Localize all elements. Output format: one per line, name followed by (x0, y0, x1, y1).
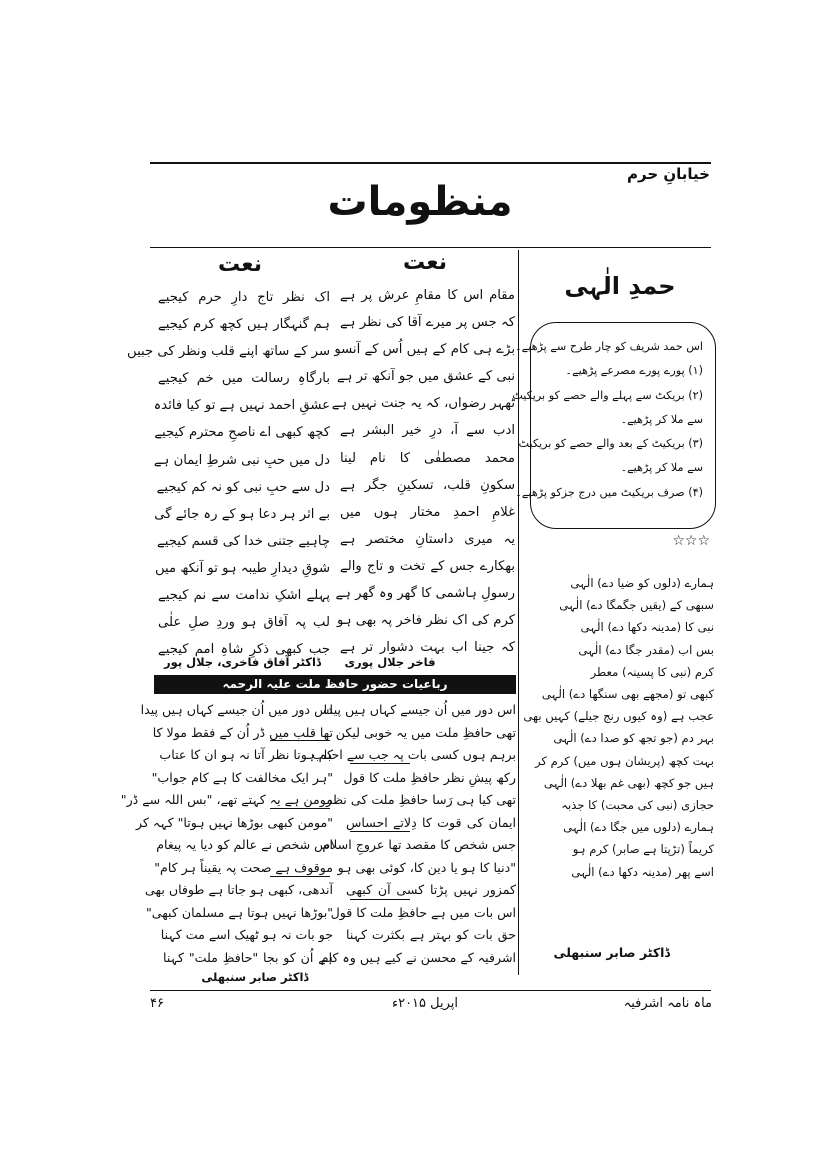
instruction-line: سے ملا کر پڑھیے۔ (620, 412, 703, 426)
verse-line: اسے پھر (مدینہ دکھا دے) الٰہی (571, 864, 714, 879)
verse-line: بہر دم (جو تجھ کو صدا دے) الٰہی (553, 731, 714, 746)
rubaiyat-right-column (311, 699, 516, 969)
footer-magazine: ماہ نامہ اشرفیہ (623, 996, 712, 1011)
naat-left-heading: نعت (218, 252, 262, 277)
verse-line: "دنیا کا ہو یا دین کا، کوئی بھی ہو (337, 859, 516, 875)
instruction-line: سے ملا کر پڑھیے۔ (620, 461, 703, 475)
verse-line: بے اثر ہر دعا ہو کے رہ جائے گی (154, 506, 330, 522)
naat-left-signature: ڈاکٹر آفاق فاخری، جلال پور (163, 655, 322, 669)
hamd-heading: حمدِ الٰہی (564, 272, 676, 300)
rubai-divider (270, 808, 330, 809)
verse-line: کمزور نہیں پڑتا کسی آن کبھی (346, 882, 516, 897)
verse-line: عجب ہے (وہ کیوں رنج جیلے) کہیں بھی (523, 709, 714, 724)
verse-line: بارگاہِ رسالت میں خم کیجیے (158, 371, 330, 387)
verse-line: حق بات کو بہتر ہے بکثرت کہنا (346, 927, 516, 942)
verse-line: سکونِ قلب، تسکینِ جگر ہے (340, 477, 515, 493)
verse-line: کم ہوتا نظر آتا نہ ہو ان کا عتاب (159, 747, 333, 762)
verse-line: اس شخص نے عالم کو دیا یہ پیغام (156, 837, 333, 852)
verse-line: موقوف ہے صحت پہ یقیناً ہر کام" (154, 859, 333, 875)
verse-line: اس دور میں اُن جیسے کہاں ہیں پیدا (323, 702, 516, 717)
instruction-line: (۴) صرف بریکیٹ میں درج جزکو پڑھیے۔ (515, 485, 703, 499)
verse-line: لب پہ آفاق ہو وردِ صلِ علٰی (158, 615, 330, 631)
stars-divider: ☆☆☆ (672, 533, 710, 549)
hamd-instructions-box (512, 322, 716, 529)
verse-line: ہم گنہگار ہیں کچھ کرم کیجیے (158, 317, 330, 333)
verse-line: چاہیے جتنی خدا کی قسم کیجیے (157, 533, 330, 549)
verse-line: "مومن کبھی بوڑھا نہیں ہوتا" کہہ کر (135, 814, 333, 830)
verse-line: بہت کچھ (پریشان ہوں میں) کرم کر (535, 753, 714, 768)
verse-line: محمد مصطفٰی کا نام لینا (340, 450, 515, 466)
verse-line: سر کے ساتھ اپنے قلب ونظر کی جبیں (127, 344, 330, 360)
verse-line: شوقِ دیدارِ طیبہ ہو تو آنکھ میں (155, 560, 330, 576)
verse-line: بس اب (مقدر جگا دے) الٰہی (578, 642, 714, 657)
hamd-signature: ڈاکٹر صابر سنبھلی (553, 945, 670, 960)
verse-line: تھی کیا ہی رَسا حافظِ ملت کی نظر (326, 792, 516, 807)
verse-line: جس شخص کا مقصد تھا عروجِ اسلام (322, 837, 516, 852)
verse-line: کبھی تو (مجھے بھی سنگھا دے) الٰہی (541, 687, 714, 702)
instruction-line: (۳) بریکیٹ کے بعد والے حصے کو بریکیٹ (518, 437, 703, 451)
verse-line: اشرفیہ کے محسن نے کیے ہیں وہ کام (320, 949, 516, 965)
rubai-divider (350, 763, 410, 764)
verse-line: ہیں جو کچھ (بھی غم بھلا دے) الٰہی (543, 775, 714, 790)
verse-line: کرم (نبی کا پسینہ) معطر (590, 664, 714, 679)
rubai-divider (270, 740, 330, 741)
verse-line: "بوڑھا نہیں ہوتا ہے مسلمان کبھی" (145, 904, 333, 920)
verse-line: کریماً (تڑپتا ہے صابر) کرم ہو (572, 842, 714, 857)
verse-line: ادب سے آ، درِ خیر البشر ہے (340, 423, 515, 439)
verse-line: ہمارے (دلوں کو ضیا دے) الٰہی (570, 576, 714, 590)
verse-line: اس بات میں ہے حافظِ ملت کا قول (330, 904, 516, 920)
top-rule (150, 162, 711, 164)
page-title: منظومات (327, 179, 513, 225)
verse-line: "ہر ایک مخالفت کا ہے کام جواب" (151, 769, 333, 785)
verse-line: کہ جس پر میرے آقا کی نظر ہے (340, 315, 515, 331)
verse-line: کچھ کبھی اے ناصحِ محترم کیجیے (154, 425, 330, 441)
section-title: خیابانِ حرم (627, 165, 710, 183)
naat-right-signature: فاخر جلال پوری (344, 655, 436, 669)
verse-line: ایمان کی قوت کا دِلاتے احساس (346, 814, 516, 830)
verse-line: آندھی، کبھی ہو جاتا ہے طوفاں بھی (145, 882, 333, 897)
verse-line: تھی حافظِ ملت میں یہ خوبی لیکن (335, 724, 516, 740)
verse-line: بھکارے جس کے تخت و تاج والے (340, 558, 515, 574)
verse-line: نبی کے عشق میں جو آنکھ تر ہے (336, 369, 515, 385)
instruction-line: (۲) بریکٹ سے پہلے والے حصے کو بریکیٹ (512, 388, 703, 402)
naat-right-poem (331, 282, 515, 661)
verse-line: کرم کی اک نظر فاخر پہ بھی ہو (337, 613, 515, 629)
verse-line: اس دور میں اُن جیسے کہاں ہیں پیدا (140, 702, 333, 717)
instruction-line: اس حمد شریف کو چار طرح سے پڑھیے۔ (515, 340, 703, 353)
verse-line: ٹھہر رضواں، کہ یہ جنت نہیں ہے (331, 396, 515, 412)
verse-line: اک نظر تاج دارِ حرم کیجیے (158, 290, 330, 305)
hamd-poem (524, 572, 714, 883)
footer-date: اپریل ۲۰۱۵ء (391, 996, 459, 1011)
verse-line: غلامِ احمدِ مختار ہوں میں (340, 504, 515, 520)
rubai-divider (270, 876, 330, 877)
verse-line: کہ جینا اب بہت دشوار تر ہے (340, 640, 515, 656)
instruction-line: (۱) پورے پورے مصرعے پڑھیے۔ (565, 364, 703, 378)
rubai-divider (350, 899, 410, 900)
verse-line: سبھی کے (یقیں جگمگا دے) الٰہی (559, 598, 714, 613)
verse-line: دل سے حبِ نبی کو نہ کم کیجیے (156, 479, 330, 495)
verse-line: ہمارے (دلوں میں جگا دے) الٰہی (563, 820, 714, 835)
verse-line: دل میں حبِ نبی شرطِ ایمان ہے (153, 452, 330, 468)
verse-line: پہلے اشکِ ندامت سے نم کیجیے (158, 588, 330, 604)
verse-line: تھا قلب میں ڈر اُن کے فقط مولا کا (152, 724, 333, 740)
rubaiyat-signature: ڈاکٹر صابر سنبھلی (201, 970, 309, 984)
verse-line: رسولِ ہاشمی کا گھر وہ گھر ہے (335, 586, 515, 602)
verse-line: ہے اُن کو بجا "حافظِ ملت" کہنا (163, 949, 333, 965)
rubai-divider (350, 831, 410, 832)
naat-right-heading: نعت (403, 250, 447, 275)
verse-line: جو بات نہ ہو ٹھیک اسے مت کہنا (160, 927, 333, 942)
verse-line: عشقِ احمد نہیں ہے تو کیا فائدہ (153, 398, 330, 414)
verse-line: برہم ہوں کسی بات پہ جب سے احباب (311, 747, 516, 762)
verse-line: رکھ پیشِ نظر حافظِ ملت کا قول (343, 769, 516, 785)
verse-line: مومن ہے یہ کہتے تھے، "بس اللہ سے ڈر" (120, 792, 333, 807)
verse-line: یہ میری داستانِ مختصر ہے (340, 531, 515, 547)
verse-line: مقام اس کا مقامِ عرش پر ہے (340, 288, 515, 303)
rubaiyat-banner: رباعیات حضور حافظ ملت علیہ الرحمہ (154, 675, 516, 694)
verse-line: جب کبھی ذکرِ شاہِ امم کیجیے (158, 642, 330, 658)
verse-line: حجازی (نبی کی محبت) کا جذبہ (561, 798, 714, 813)
verse-line: بڑے ہی کام کے ہیں اُس کے آنسو (334, 342, 515, 358)
naat-left-poem (127, 284, 330, 663)
bottom-rule (150, 990, 711, 991)
footer-page-number: ۴۶ (150, 996, 164, 1011)
verse-line: نبی کا (مدینہ دکھا دے) الٰہی (580, 620, 714, 635)
title-rule (150, 247, 711, 248)
